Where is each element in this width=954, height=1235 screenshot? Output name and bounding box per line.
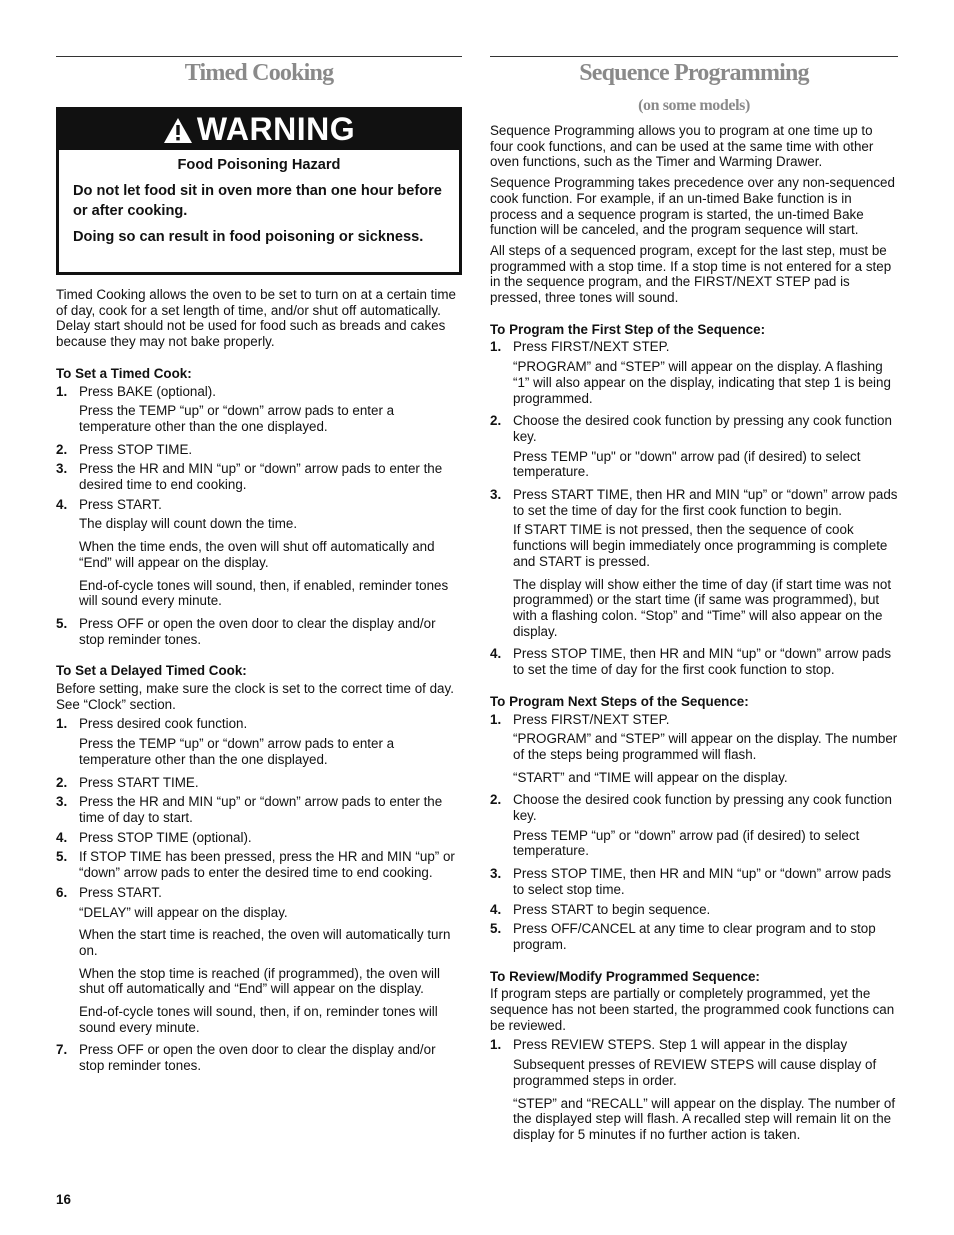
step-number: 2. — [56, 774, 68, 790]
set-delayed-cook-heading: To Set a Delayed Timed Cook: — [56, 663, 247, 679]
step-note: “PROGRAM” and “STEP” will appear on the display. The number of the steps being programmed will flash. — [513, 731, 898, 762]
top-rule-right — [490, 56, 898, 57]
step-text: Press STOP TIME, then HR and MIN “up” or “down” arrow pads to select stop time. — [513, 866, 892, 897]
step-number: 4. — [56, 496, 68, 512]
list-item — [56, 1042, 462, 1073]
warning-line: Doing so can result in food poisoning or sickness. — [73, 229, 424, 246]
list-item — [56, 616, 462, 647]
step-number: 3. — [56, 461, 68, 477]
step-text: Press the HR and MIN “up” or “down” arrow pads to enter the desired time to end cooking. — [79, 461, 443, 493]
timed-cooking-intro: Timed Cooking allows the oven to be set to turn on at a certain time of day, cook for a set length of time, and/or shut off automatically. Delay start should not be used for food such as breads and cakes because they may not bake properly. — [56, 287, 456, 350]
list-item — [490, 902, 898, 918]
warning-label: WARNING — [196, 111, 356, 148]
step-number: 3. — [490, 487, 502, 503]
step-number: 3. — [56, 794, 68, 810]
step-text: Press START TIME. — [79, 774, 199, 790]
warning-triangle-icon — [163, 117, 193, 144]
review-intro: If program steps are partially or completely programmed, yet the sequence has not been started, the programmed cook functions can be reviewed. — [490, 986, 895, 1033]
step-note: Press TEMP “up” or “down” arrow pad (if desired) to select temperature. — [513, 827, 860, 859]
step-text: Press START. — [79, 884, 162, 900]
step-text: Press START to begin sequence. — [513, 901, 711, 917]
set-timed-cook-heading: To Set a Timed Cook: — [56, 365, 192, 381]
step-text: Press START. — [79, 496, 162, 512]
list-item — [56, 849, 462, 880]
sequence-programming-title: Sequence Programming — [579, 60, 809, 86]
step-number: 3. — [490, 866, 502, 882]
step-number: 2. — [490, 792, 502, 808]
step-text: Press STOP TIME, then HR and MIN “up” or “down” arrow pads to set the time of day for the first cook function to stop. — [513, 646, 892, 678]
step-text: Press OFF or open the oven door to clear the display and/or stop reminder tones. — [79, 1042, 436, 1074]
step-text: Press START TIME, then HR and MIN “up” or “down” arrow pads to set the time of day for the first cook function to begin. — [513, 487, 898, 518]
step-text: Press REVIEW STEPS. Step 1 will appear in the display — [513, 1037, 848, 1053]
step-number: 1. — [490, 339, 502, 355]
step-note: “START” and “TIME will appear on the display. — [513, 769, 788, 785]
warning-header — [59, 110, 459, 150]
list-item — [490, 646, 898, 677]
step-note: The display will count down the time. — [79, 516, 298, 532]
step-note: If START TIME is not pressed, then the sequence of cook functions will begin immediately once programming is complete and START is pressed. — [513, 522, 888, 569]
step-note: When the start time is reached, the oven will automatically turn on. — [79, 927, 451, 958]
timed-cooking-content — [56, 287, 462, 1078]
step-note: End-of-cycle tones will sound, then, if on, reminder tones will sound every minute. — [79, 1004, 438, 1035]
list-item — [56, 885, 462, 901]
top-rule-left — [56, 56, 462, 57]
list-item — [490, 921, 898, 952]
list-item — [56, 442, 462, 458]
list-item — [56, 716, 462, 732]
list-item — [490, 487, 898, 518]
step-number: 5. — [490, 921, 502, 937]
sequence-programming-subtitle: (on some models) — [638, 97, 750, 114]
list-item — [490, 866, 898, 897]
review-modify-heading: To Review/Modify Programmed Sequence: — [490, 968, 760, 984]
step-text: Press STOP TIME. — [79, 441, 193, 457]
list-item — [490, 413, 898, 444]
step-note: Press the TEMP “up” or “down” arrow pads to enter a temperature other than the one displayed. — [79, 736, 395, 767]
page-number: 16 — [56, 1192, 71, 1207]
first-step-heading: To Program the First Step of the Sequence: — [490, 321, 766, 337]
warning-line: Do not let food sit in oven more than one hour before or after cooking. — [73, 183, 442, 219]
list-item — [490, 792, 898, 823]
step-number: 1. — [56, 716, 68, 732]
step-number: 5. — [56, 849, 68, 865]
step-note: “STEP” and “RECALL” will appear on the display. The number of the displayed step will flash. A recalled step will remain lit on the display for 5 minutes if no further action is taken. — [513, 1095, 896, 1142]
timed-cooking-title: Timed Cooking — [184, 60, 334, 86]
step-number: 6. — [56, 884, 68, 900]
step-note: End-of-cycle tones will sound, then, if enabled, reminder tones will sound every minute. — [79, 577, 449, 609]
step-number: 4. — [490, 901, 502, 917]
step-number: 1. — [490, 711, 502, 727]
step-number: 2. — [490, 413, 502, 429]
list-item — [490, 1037, 898, 1053]
step-number: 4. — [56, 829, 68, 845]
step-note: When the time ends, the oven will shut off automatically and “End” will appear on the display. — [79, 539, 435, 570]
step-text: Press OFF/CANCEL at any time to clear program and to stop program. — [513, 921, 876, 952]
list-item — [490, 712, 898, 728]
step-text: Press OFF or open the oven door to clear the display and/or stop reminder tones. — [79, 615, 436, 647]
step-number: 5. — [56, 615, 68, 631]
list-item — [56, 384, 462, 400]
delayed-cook-intro: Before setting, make sure the clock is set to the correct time of day. See “Clock” section. — [56, 681, 454, 712]
step-text: If STOP TIME has been pressed, press the HR and MIN “up” or “down” arrow pads to enter the desired time to end cooking. — [79, 849, 455, 881]
step-number: 2. — [56, 441, 68, 457]
list-item — [56, 794, 462, 825]
step-note: Subsequent presses of REVIEW STEPS will cause display of programmed steps in order. — [513, 1057, 877, 1088]
step-number: 1. — [56, 383, 68, 399]
step-note: The display will show either the time of day (if start time was not programmed) or the start time (if same was programmed), but with a flashing colon. “Stop” and “Time” will also appear on the display. — [513, 576, 892, 639]
step-text: Press FIRST/NEXT STEP. — [513, 711, 670, 727]
step-number: 1. — [490, 1037, 502, 1053]
step-text: Press STOP TIME (optional). — [79, 829, 252, 845]
list-item — [56, 461, 462, 492]
step-note: Press the TEMP “up” or “down” arrow pads to enter a temperature other than the one displayed. — [79, 403, 395, 434]
step-text: Choose the desired cook function by pressing any cook function key. — [513, 792, 892, 824]
step-text: Choose the desired cook function by pressing any cook function key. — [513, 413, 892, 444]
step-note: When the stop time is reached (if programmed), the oven will shut off automatically and “End” will appear on the display. — [79, 965, 440, 997]
sequence-intro-p1: Sequence Programming allows you to program at one time up to four cook functions, and can be used at the same time with other oven functions, such as the Timer and Warming Drawer. — [490, 123, 874, 170]
sequence-intro-p2: Sequence Programming takes precedence over any non-sequenced cook function. For example, if an un-timed Bake function is in process and a sequence program is started, the un-timed Bake function will be canceled, and the program sequence will start. — [490, 175, 895, 238]
step-note: “PROGRAM” and “STEP” will appear on the display. A flashing “1” will also appear on the display, indicating that step 1 is being programmed. — [513, 359, 891, 406]
list-item — [56, 497, 462, 513]
list-item — [56, 775, 462, 791]
sequence-programming-content — [490, 123, 898, 1150]
step-text: Press the HR and MIN “up” or “down” arrow pads to enter the time of day to start. — [79, 794, 443, 825]
step-note: “DELAY” will appear on the display. — [79, 904, 288, 920]
step-note: Press TEMP "up" or "down" arrow pad (if desired) to select temperature. — [513, 448, 861, 480]
warning-box — [56, 107, 462, 275]
list-item — [490, 339, 898, 355]
step-text: Press FIRST/NEXT STEP. — [513, 339, 670, 355]
step-number: 4. — [490, 646, 502, 662]
hazard-title: Food Poisoning Hazard — [177, 157, 341, 173]
step-number: 7. — [56, 1042, 68, 1058]
step-text: Press desired cook function. — [79, 716, 248, 732]
list-item — [56, 830, 462, 846]
step-text: Press BAKE (optional). — [79, 383, 216, 399]
next-steps-heading: To Program Next Steps of the Sequence: — [490, 693, 749, 709]
sequence-intro-p3: All steps of a sequenced program, except for the last step, must be programmed with a stop time. If a stop time is not entered for a step in the sequence program, and the FIRST/NEXT STEP pad is pressed, three tones will sound. — [490, 242, 892, 306]
